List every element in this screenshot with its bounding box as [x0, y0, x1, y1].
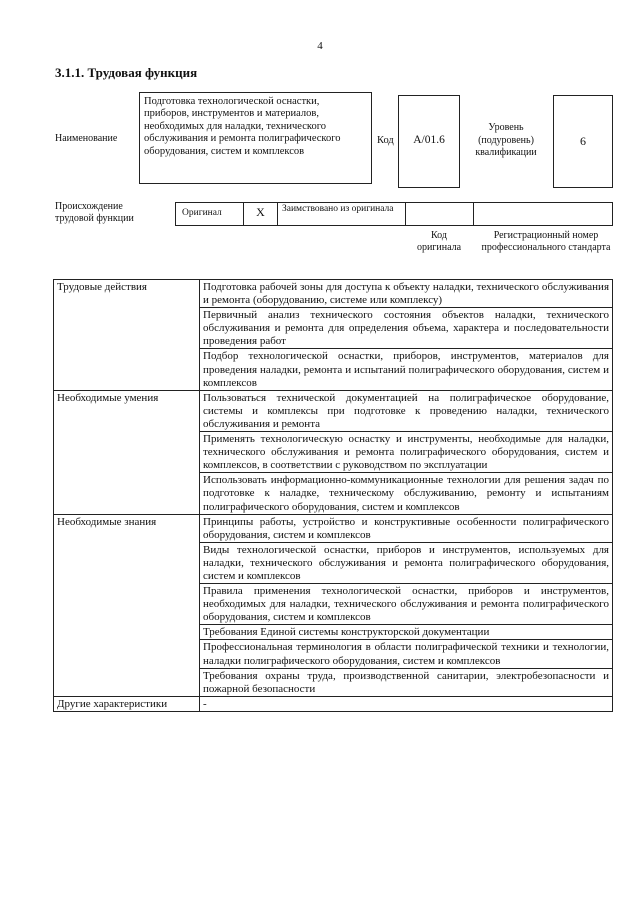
original-label-cell: Оригинал: [175, 202, 243, 226]
section-title: 3.1.1. Трудовая функция: [55, 65, 198, 80]
table-row: [54, 390, 613, 431]
table-row: [54, 696, 613, 711]
list-item: Профессиональная терминология в области полиграфической техники и технологии, наладки полиграфического оборудования, систем и комплексов: [200, 640, 613, 668]
table-row: [54, 280, 613, 308]
original-mark-cell: X: [243, 202, 277, 226]
list-item: Подготовка рабочей зоны для доступа к объекту наладки, технического обслуживания и ремонта (оборудованию, системе или комплексу): [200, 280, 613, 308]
origin-label: Происхождение трудовой функции: [55, 201, 134, 224]
list-item: Принципы работы, устройство и конструктивные особенности полиграфического оборудования, систем и комплексов: [200, 514, 613, 542]
list-item: Применять технологическую оснастку и инструменты, необходимые для наладки, технического обслуживания и ремонта полиграфического оборудования, систем и комплексов, в соответствии с руководством по эксплуатации: [200, 432, 613, 473]
list-item: -: [200, 696, 613, 711]
function-details-table: [53, 279, 613, 712]
borrowed-label-cell: Заимствовано из оригинала: [277, 202, 405, 226]
list-item: Первичный анализ технического состояния объектов наладки, технического обслуживания и ремонта для определения объема, характера и последовательности проведения работ: [200, 308, 613, 349]
page-number: 4: [317, 40, 323, 52]
list-item: Правила применения технологической оснастки, приборов и инструментов, необходимых для наладки, технического обслуживания и ремонта полиграфического оборудования, систем и комплексов: [200, 584, 613, 625]
row-label-other: Другие характеристики: [54, 696, 200, 711]
name-label: Наименование: [55, 133, 118, 144]
level-label: Уровень (подуровень) квалификации: [475, 122, 537, 158]
list-item: Использовать информационно-коммуникационные технологии для решения задач по подготовке к наладке, техническому обслуживанию, ремонту и испытаниям полиграфического оборудования, систем и комплексов: [200, 473, 613, 514]
level-value-box: 6: [553, 95, 613, 188]
code-original-label: Код оригинала: [416, 230, 462, 253]
list-item: Подбор технологической оснастки, приборов, инструментов, материалов для проведения наладки, ремонта и испытаний полиграфического оборудования, систем и комплексов: [200, 349, 613, 390]
origin-row: [175, 202, 613, 226]
function-name-box: Подготовка технологической оснастки, приборов, инструментов и материалов, необходимых для наладки, технического обслуживания и ремонта полиграфического оборудования, систем и комплексов: [139, 92, 372, 184]
code-original-cell: [405, 202, 473, 226]
row-label-actions: Трудовые действия: [54, 280, 200, 391]
code-value-box: A/01.6: [398, 95, 460, 188]
list-item: Требования Единой системы конструкторской документации: [200, 625, 613, 640]
list-item: Виды технологической оснастки, приборов и инструментов, используемых для наладки, технического обслуживания и ремонта полиграфического оборудования, систем и комплексов: [200, 542, 613, 583]
list-item: Требования охраны труда, производственной санитарии, электробезопасности и пожарной безопасности: [200, 668, 613, 696]
reg-number-label: Регистрационный номер профессионального стандарта: [481, 230, 611, 253]
code-label: Код: [377, 135, 394, 146]
table-row: [54, 514, 613, 542]
reg-number-cell: [473, 202, 613, 226]
row-label-knowledge: Необходимые знания: [54, 514, 200, 696]
row-label-skills: Необходимые умения: [54, 390, 200, 514]
list-item: Пользоваться технической документацией на полиграфическое оборудование, системы и комплексы при подготовке к проведению наладки, технического обслуживания и ремонта: [200, 390, 613, 431]
